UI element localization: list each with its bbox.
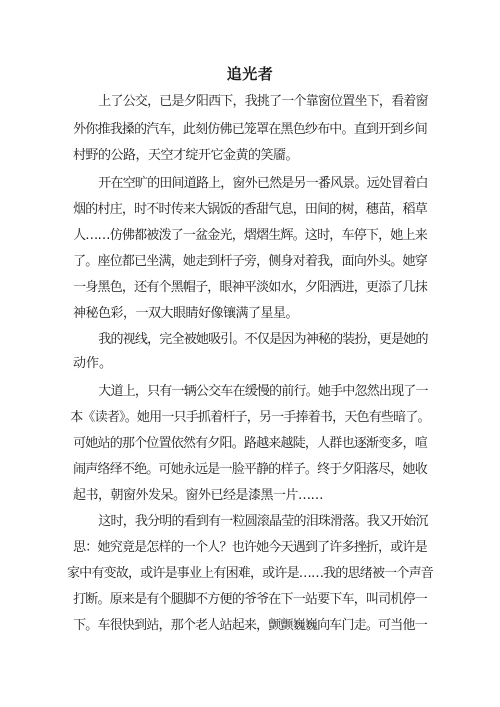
document-title: 追光者 [226,65,274,83]
text-line: 上了公交，已是夕阳西下，我挑了一个靠窗位置坐下，看着窗 [98,94,428,109]
text-line: 村野的公路，天空才绽开它金黄的笑靥。 [73,148,299,163]
text-line: 大道上，只有一辆公交车在缓慢的前行。她手中忽然出现了一 [98,384,428,399]
text-line: 下。车很快到站，那个老人站起来，颤颤巍巍向车门走。可当他一 [73,618,427,633]
text-line: 一身黑色，还有个黑帽子，眼神平淡如水，夕阳洒进，更添了几抹 [73,280,427,295]
text-line: 打断。原来是有个腿脚不方便的爷爷在下一站要下车，叫司机停一 [73,592,427,607]
text-line: 我的视线，完全被她吸引。不仅是因为神秘的装扮，更是她的 [98,332,428,347]
text-line: 可她站的那个位置依然有夕阳。路越来越陡，人群也逐渐变多，喧 [73,436,427,451]
text-line: 动作。 [73,356,113,371]
text-line: 外你推我搡的汽车，此刻仿佛已笼罩在黑色纱布中。直到开到乡间 [73,122,427,137]
text-line: 起书，朝窗外发呆。窗外已经是漆黑一片…… [73,488,324,503]
text-line: 本《读者》。她用一只手抓着杆子，另一手捧着书，天色有些暗了。 [70,410,430,425]
text-line: 家中有变故，或许是事业上有困难，或许是……我的思绪被一个声音 [66,566,433,581]
text-line: 闹声络绎不绝。可她永远是一脸平静的样子。终于夕阳落尽，她收 [73,462,427,477]
text-line: 了。座位都已坐满，她走到杆子旁，侧身对着我，面向外头。她穿 [73,254,427,269]
text-line: 烟的村庄，时不时传来大锅饭的香甜气息，田间的树，穗苗，稻草 [73,202,427,217]
text-line: 思：她究竟是怎样的一个人？也许她今天遇到了许多挫折，或许是 [73,540,427,555]
text-line: 人……仿佛都被泼了一盆金光，熠熠生辉。这时，车停下，她上来 [73,228,427,243]
text-line: 这时，我分明的看到有一粒圆滚晶莹的泪珠滑落。我又开始沉 [98,514,428,529]
text-line: 开在空旷的田间道路上，窗外已然是另一番风景。远处冒着白 [98,176,428,191]
text-line: 神秘色彩，一双大眼睛好像镶满了星星。 [73,306,299,321]
